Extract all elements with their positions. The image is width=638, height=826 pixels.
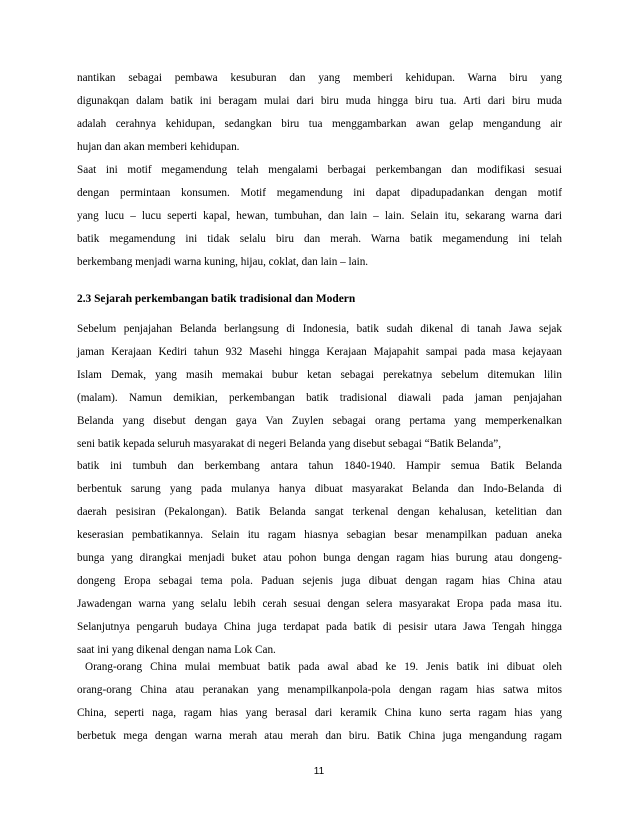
text-line: Selanjutnya pengaruh budaya China juga terdapat pada batik di pesisir utara Jawa Tengah hingga (77, 621, 562, 633)
section-heading: 2.3 Sejarah perkembangan batik tradisional dan Modern (77, 293, 356, 305)
text-line: bunga yang dirangkai menjadi buket atau pohon bunga dengan ragam hias burung atau dongeng- (77, 552, 562, 564)
text-line: daerah pesisiran (Pekalongan). Batik Belanda sangat terkenal dengan kehalusan, ketelitian dan (77, 506, 562, 518)
text-line: Belanda yang disebut dengan gaya Van Zuylen sebagai orang pertama yang memperkenalkan (77, 415, 562, 427)
text-line: seni batik kepada seluruh masyarakat di negeri Belanda yang disebut sebagai “Batik Belanda”, (77, 438, 502, 450)
text-line: yang lucu – lucu seperti kapal, hewan, tumbuhan, dan lain – lain. Selain itu, sekarang warna dari (77, 210, 562, 222)
text-line: Sebelum penjajahan Belanda berlangsung di Indonesia, batik sudah dikenal di tanah Jawa sejak (77, 323, 562, 335)
text-line: dengan permintaan konsumen. Motif megamendung ini dapat dipadupadankan dengan motif (77, 187, 562, 199)
text-line: adalah cerahnya kehidupan, sedangkan biru tua menggambarkan awan gelap mengandung air (77, 118, 562, 130)
text-line: berbentuk sarung yang pada mulanya hanya dibuat masyarakat Belanda dan Indo-Belanda di (77, 483, 562, 495)
paragraph-batik-china (77, 656, 562, 748)
text-line: digunakqan dalam batik ini beragam mulai dari biru muda hingga biru tua. Arti dari biru muda (77, 95, 562, 107)
text-line: (malam). Namun demikian, perkembangan batik tradisional diawali pada jaman penjajahan (77, 392, 562, 404)
text-line: saat ini yang dikenal dengan nama Lok Can. (77, 644, 276, 656)
paragraph-batik-belanda (77, 455, 562, 662)
paragraph-megamendung (77, 67, 562, 274)
text-line: Jawadengan warna yang selalu lebih cerah sesuai dengan selera masyarakat Eropa pada masa itu. (77, 598, 562, 610)
text-line: Saat ini motif megamendung telah mengalami berbagai perkembangan dan modifikasi sesuai (77, 164, 562, 176)
text-line: batik megamendung ini tidak selalu biru dan merah. Warna batik megamendung ini telah (77, 233, 562, 245)
text-line: jaman Kerajaan Kediri tahun 932 Masehi hingga Kerajaan Majapahit sampai pada masa kejayaan (77, 346, 562, 358)
text-line: Islam Demak, yang masih memakai bubur ketan sebagai perekatnya sebelum ditemukan lilin (77, 369, 562, 381)
text-line: hujan dan akan memberi kehidupan. (77, 141, 240, 153)
paragraph-sejarah (77, 318, 562, 456)
page-number: 11 (313, 766, 325, 777)
text-line: China, seperti naga, ragam hias yang berasal dari keramik China kuno serta ragam hias yang (77, 707, 562, 719)
text-line: berkembang menjadi warna kuning, hijau, coklat, dan lain – lain. (77, 256, 369, 268)
text-line: orang-orang China atau peranakan yang menampilkanpola-pola dengan ragam hias satwa mitos (77, 684, 562, 696)
text-line: batik ini tumbuh dan berkembang antara tahun 1840-1940. Hampir semua Batik Belanda (77, 460, 562, 472)
text-line: berbetuk mega dengan warna merah atau merah dan biru. Batik China juga mengandung ragam (77, 730, 562, 742)
section-heading-block (77, 288, 562, 311)
text-line: nantikan sebagai pembawa kesuburan dan yang memberi kehidupan. Warna biru yang (77, 72, 562, 84)
text-line: Orang-orang China mulai membuat batik pada awal abad ke 19. Jenis batik ini dibuat oleh (77, 661, 562, 673)
text-line: dongeng Eropa sebagai tema pola. Paduan sejenis juga dibuat dengan ragam hias China atau (77, 575, 562, 587)
text-line: keserasian pembatikannya. Selain itu ragam hiasnya sebagian besar menampilkan paduan aneka (77, 529, 562, 541)
